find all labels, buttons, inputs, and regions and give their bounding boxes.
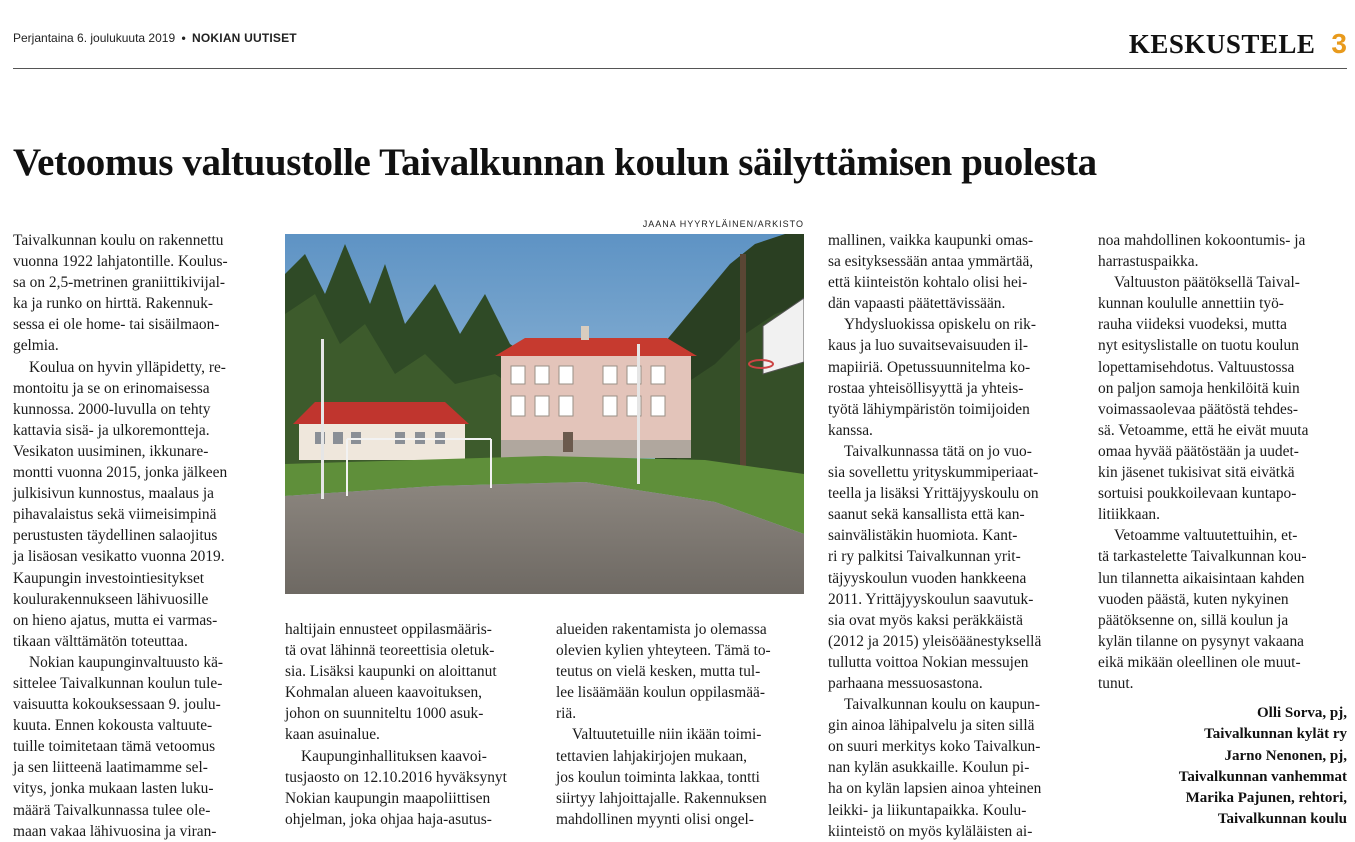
text-line: Vetoamme valtuutettuihin, et-: [1114, 527, 1298, 545]
text-line: saanut sekä kansallista että kan-: [828, 506, 1025, 524]
text-line: Kaupungin investointiesitykset: [13, 569, 205, 587]
text-line: pihavalaistus sekä viimeisimpinä: [13, 506, 217, 524]
text-line: gin ainoa lähipalvelu ja siten sillä: [828, 717, 1035, 735]
text-line: tä tarkastelette Taivalkunnan kou-: [1098, 548, 1307, 566]
text-line: vuoden päästä, kuten nykyinen: [1098, 590, 1289, 608]
article-paragraph: [13, 652, 261, 842]
text-line: ja sen liitteenä laatimamme sel-: [13, 759, 208, 777]
text-line: teutus on vielä kesken, mutta tul-: [556, 663, 761, 681]
text-line: Taivalkunnan koulu on rakennettu: [13, 232, 224, 249]
article-column-3: [556, 619, 804, 830]
article-paragraph: [13, 230, 261, 357]
text-line: gelmia.: [13, 337, 59, 355]
article-paragraph: [556, 724, 804, 829]
text-line: koulurakennukseen lähivuosille: [13, 590, 209, 608]
text-line: Valtuutetuille niin ikään toimi-: [572, 726, 762, 744]
text-line: nan kylän asukkaille. Koulun pi-: [828, 759, 1030, 777]
text-line: tusjaosto on 12.10.2016 hyväksynyt: [285, 768, 507, 786]
text-line: lun tilannetta aikaisintaan kahden: [1098, 569, 1305, 587]
text-line: (2012 ja 2015) yleisöäänestyksellä: [828, 632, 1042, 650]
text-line: sä. Vetoamme, että he eivät muuta: [1098, 421, 1309, 439]
text-line: ha on kylän lapsien ainoa yhteinen: [828, 780, 1042, 798]
text-line: työtä lähiympäristön toimijoiden: [828, 400, 1030, 418]
article-paragraph: [1098, 230, 1348, 272]
text-line: kaan asuinalue.: [285, 726, 380, 744]
text-line: lopettamisehdotus. Valtuustossa: [1098, 358, 1295, 376]
text-line: harrastuspaikka.: [1098, 253, 1199, 271]
text-line: ri ry palkitsi Taivalkunnan yrit-: [828, 548, 1021, 566]
text-line: montti vuonna 2015, jonka jälkeen: [13, 464, 228, 482]
text-line: Valtuuston päätöksellä Taival-: [1114, 274, 1300, 292]
signature-line: Marika Pajunen, rehtori,: [1185, 790, 1347, 807]
article-paragraph: [13, 357, 261, 652]
text-line: haltijain ennusteet oppilasmääris-: [285, 621, 492, 638]
text-line: alueiden rakentamista jo olemassa: [556, 621, 767, 638]
text-line: sia sovellettu yrityskummiperiaat-: [828, 464, 1039, 482]
text-line: siirtyy lahjoittajalle. Rakennuksen: [556, 789, 767, 807]
text-line: tullutta voittoa Nokian messujen: [828, 653, 1029, 671]
article-paragraph: [828, 314, 1078, 441]
text-line: kaus ja luo suvaitsevaisuuden il-: [828, 337, 1029, 355]
paper-name: NOKIAN UUTISET: [192, 31, 297, 45]
text-line: mahdollinen myynti olisi ongel-: [556, 810, 754, 828]
text-line: jos koulun toiminta lakkaa, tontti: [556, 768, 760, 786]
text-line: määrä Taivalkunnassa tulee ole-: [13, 801, 211, 819]
text-line: mallinen, vaikka kaupunki omas-: [828, 232, 1034, 249]
text-line: sittelee Taivalkunnan koulun tule-: [13, 674, 223, 692]
text-line: johon on suunniteltu 1000 asuk-: [285, 705, 484, 723]
text-line: on paljon samoja henkilöitä kuin: [1098, 379, 1300, 397]
header-separator: •: [181, 31, 186, 45]
text-line: kanssa.: [828, 421, 873, 439]
page-header-right: [1129, 28, 1347, 60]
text-line: voimassaolevaa päätöstä tehdes-: [1098, 400, 1299, 418]
text-line: Nokian kaupungin maapoliittisen: [285, 789, 491, 807]
text-line: noa mahdollinen kokoontumis- ja: [1098, 232, 1306, 249]
school-building-photo: [285, 234, 804, 594]
publication-date: Perjantaina 6. joulukuuta 2019: [13, 31, 176, 45]
header-rule: [13, 68, 1347, 69]
text-line: ohjelman, joka ohjaa haja-asutus-: [285, 810, 492, 828]
signature-line: Taivalkunnan kylät ry: [1204, 726, 1347, 743]
text-line: eikä mikään oleellinen ole muut-: [1098, 653, 1301, 671]
text-line: kattavia sisä- ja ulkoremontteja.: [13, 421, 210, 439]
text-line: tikaan välttämätön toteuttaa.: [13, 632, 188, 650]
text-line: nyt esityslistalle on tuotu koulun: [1098, 337, 1299, 355]
text-line: päätöksenne on, sillä koulun ja: [1098, 611, 1289, 629]
text-line: sia ovat myös kaksi peräkkäistä: [828, 611, 1023, 629]
text-line: Yhdysluokissa opiskelu on rik-: [844, 316, 1036, 334]
text-line: on suuri merkitys koko Taivalkun-: [828, 738, 1041, 756]
page-number: 3: [1331, 28, 1347, 59]
text-line: tuille toimitetaan tämä vetoomus: [13, 738, 216, 756]
text-line: rauha viideksi vuodeksi, mutta: [1098, 316, 1287, 334]
article-paragraph: [1098, 525, 1348, 694]
text-line: sessa ei ole home- tai sisäilmaon-: [13, 316, 220, 334]
text-line: kunnossa. 2000-luvulla on tehty: [13, 400, 211, 418]
text-line: Taivalkunnassa tätä on jo vuo-: [844, 442, 1032, 460]
text-line: Taivalkunnan koulu on kaupun-: [844, 696, 1040, 714]
text-line: tunut.: [1098, 674, 1134, 692]
text-line: vitys, jonka mukaan lasten luku-: [13, 780, 214, 798]
text-line: litiikkaan.: [1098, 506, 1160, 524]
text-line: sa esityksessään antaa ymmärtää,: [828, 253, 1034, 271]
article-headline: Vetoomus valtuustolle Taivalkunnan koulun säilyttämisen puolesta: [13, 141, 1097, 184]
article-paragraph: [1098, 272, 1348, 525]
text-line: kin jäsenet tukisivat sitä eivätkä: [1098, 464, 1295, 482]
article-paragraph: [556, 619, 804, 724]
article-column-5: [1098, 230, 1348, 694]
text-line: dän vapaasti päätettävissään.: [828, 295, 1006, 313]
text-line: riä.: [556, 705, 577, 723]
text-line: parhaana messuosastona.: [828, 674, 983, 692]
text-line: täjyyskoulun vuoden hankkeena: [828, 569, 1027, 587]
text-line: montoitu ja se on erinomaisessa: [13, 379, 210, 397]
text-line: kuuta. Ennen kokousta valtuute-: [13, 717, 213, 735]
text-line: kylän tilanne on pysynyt vakaana: [1098, 632, 1305, 650]
text-line: rostaa yhteisöllisyyttä ja yhteis-: [828, 379, 1024, 397]
article-column-1: [13, 230, 261, 842]
text-line: julkisivun kunnostus, maalaus ja: [13, 485, 214, 503]
text-line: leikki- ja liikuntapaikka. Koulu-: [828, 801, 1027, 819]
article-column-2: [285, 619, 533, 830]
text-line: omaa hyvää päätöstään ja uudet-: [1098, 442, 1299, 460]
text-line: tä ovat lähinnä teoreettisia oletuk-: [285, 642, 495, 660]
text-line: 2011. Yrittäjyyskoulun saavutuk-: [828, 590, 1034, 608]
article-paragraph: [828, 230, 1078, 314]
text-line: vuonna 1922 lahjatontille. Koulus-: [13, 253, 228, 271]
text-line: teella ja lisäksi Yrittäjyyskoulu on: [828, 485, 1039, 503]
article-paragraph: [828, 694, 1078, 842]
signature-block: [1179, 703, 1347, 831]
photo-credit: JAANA HYYRYLÄINEN/ARKISTO: [642, 219, 804, 229]
text-line: Kaupunginhallituksen kaavoi-: [301, 747, 487, 765]
page-header-left: [13, 31, 297, 45]
article-paragraph: [828, 441, 1078, 694]
signature-line: Olli Sorva, pj,: [1256, 705, 1347, 721]
text-line: ka ja runko on hirttä. Rakennuk-: [13, 295, 214, 313]
text-line: vaisuutta kokouksessaan 9. joulu-: [13, 696, 221, 714]
article-paragraph: [285, 746, 533, 830]
text-line: Kohmalan alueen kaavoituksen,: [285, 684, 483, 702]
text-line: on hieno ajatus, mutta ei varmas-: [13, 611, 218, 629]
text-line: Koulua on hyvin ylläpidetty, re-: [29, 358, 226, 376]
text-line: tettavien lahjakirjojen mukaan,: [556, 747, 748, 765]
text-line: lee lisäämään koulun oppilasmää-: [556, 684, 765, 702]
text-line: Nokian kaupunginvaltuusto kä-: [29, 653, 224, 671]
text-line: sa on 2,5-metrinen graniittikivijal-: [13, 274, 225, 292]
text-line: olevien kylien yhteyteen. Tämä to-: [556, 642, 771, 660]
section-title: KESKUSTELE: [1128, 29, 1316, 59]
text-line: sainvälistäkin huomiota. Kant-: [828, 527, 1018, 545]
text-line: kiinteistö on myös kyläläisten ai-: [828, 822, 1033, 840]
text-line: ja lisäosan vesikatto vuonna 2019.: [13, 548, 225, 566]
article-paragraph: [285, 619, 533, 746]
article-photo: [285, 234, 804, 594]
signature-line: Taivalkunnan vanhemmat: [1178, 768, 1347, 785]
text-line: maan vakaa lähivuosina ja viran-: [13, 822, 217, 840]
text-line: mapiiriä. Opetussuunnitelma ko-: [828, 358, 1031, 376]
text-line: sortuisi poukkoilevaan kuntapo-: [1098, 485, 1297, 503]
text-line: kunnan koululle annettiin työ-: [1098, 295, 1284, 313]
text-line: että kiinteistön kohtalo olisi hei-: [828, 274, 1028, 292]
text-line: Vesikaton uusiminen, ikkunare-: [13, 442, 209, 460]
article-column-4: [828, 230, 1078, 842]
signature-line: Taivalkunnan koulu: [1217, 811, 1347, 828]
text-line: sia. Lisäksi kaupunki on aloittanut: [285, 663, 497, 681]
signature-line: Jarno Nenonen, pj,: [1224, 747, 1347, 764]
text-line: perustusten täydellinen salaojitus: [13, 527, 218, 545]
